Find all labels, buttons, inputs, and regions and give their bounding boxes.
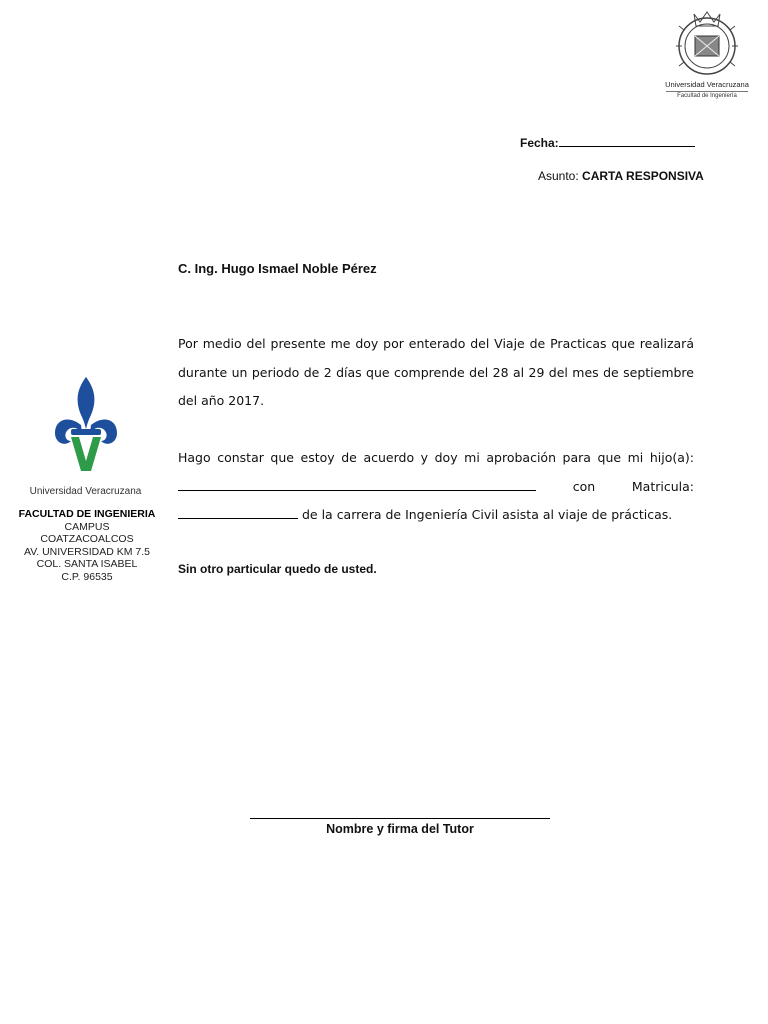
- fleur-de-lis-icon: [51, 375, 121, 477]
- date-label: Fecha:: [520, 136, 559, 150]
- university-seal: [662, 8, 752, 99]
- paragraph-2-intro: Hago constar que estoy de acuerdo y doy mi aprobación para que mi: [178, 450, 644, 465]
- faculty-contact-info: [12, 508, 162, 580]
- date-blank: [559, 132, 695, 147]
- contact-line: AV. UNIVERSIDAD KM 7.5: [23, 545, 151, 558]
- child-name-blank: [178, 476, 536, 491]
- seal-faculty-name: Facultad de Ingeniería: [677, 93, 737, 99]
- date-field: [520, 132, 695, 150]
- contact-line: COATZACOALCOS: [40, 533, 134, 545]
- matricula-label: Matricula:: [631, 478, 694, 494]
- paragraph-2: [178, 444, 694, 530]
- seal-divider: [666, 91, 748, 92]
- paragraph-2-outro: de la carrera de Ingeniería Civil asista al viaje de prácticas.: [301, 507, 673, 522]
- contact-line: C.P. 96535: [61, 570, 113, 580]
- child-name-label: hijo(a):: [649, 450, 694, 465]
- seal-university-name: Universidad Veracruzana: [665, 80, 749, 89]
- signature-line: [250, 818, 550, 819]
- addressee: C. Ing. Hugo Ismael Noble Pérez: [178, 261, 377, 276]
- signature-label: Nombre y firma del Tutor: [326, 822, 474, 836]
- matricula-blank: [178, 504, 298, 519]
- subject-line: [538, 169, 704, 183]
- subject-value: CARTA RESPONSIVA: [582, 169, 704, 183]
- paragraph-1: Por medio del presente me doy por enterado del Viaje de Practicas que realizará durante un periodo de 2 días que comprende del 28 al 29 del mes de septiembre del año 2017.: [178, 336, 694, 408]
- emblem-university-name: Universidad Veracruzana: [29, 486, 142, 497]
- seal-icon: [674, 8, 740, 78]
- con-word: con: [572, 478, 596, 494]
- contact-line: COL. SANTA ISABEL: [36, 558, 138, 570]
- uv-emblem: [28, 375, 143, 497]
- contact-line: CAMPUS: [64, 520, 110, 533]
- faculty-name: FACULTAD DE INGENIERIA: [18, 508, 156, 520]
- subject-label: Asunto:: [538, 169, 579, 183]
- closing-line: Sin otro particular quedo de usted.: [178, 562, 377, 576]
